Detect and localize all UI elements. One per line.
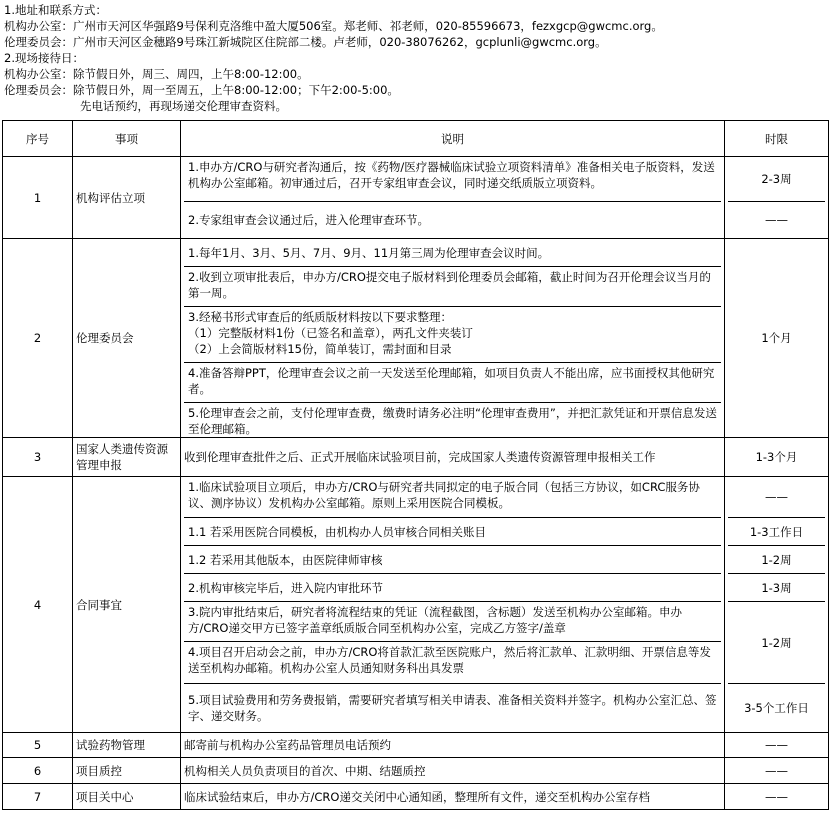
desc-step: 1.临床试验项目立项后，申办方/CRO与研究者共同拟定的电子版合同（包括三方协议，如CRC服务协议、测序协议）发机构办公室邮箱。原则上采用医院合同模板。 [184,477,721,518]
time-value: 2-3周 [728,157,825,202]
table-row [3,758,829,784]
contact-info-block [4,2,826,114]
desc-step: 3.院内审批结束后，研究者将流程结束的凭证（流程截图，含标题）发送至机构办公室邮箱。申办方/CRO递交甲方已签字盖章纸质版合同至机构办公室，完成乙方签字/盖章 [184,602,721,642]
desc-step: 5.项目试验费用和劳务费报销，需要研究者填写相关申请表、准备相关资料并签字。机构办公室汇总、签字、递交财务。 [188,693,717,723]
header-time: 时限 [725,121,829,157]
desc-step: 1.每年1月、3月、5月、7月、9月、11月第三周为伦理审查会议时间。 [184,239,721,267]
desc-step-packaging [184,307,721,363]
row-desc: 临床试验结束后，申办方/CRO递交关闭中心通知函，整理所有文件，递交至机构办公室存档 [181,784,725,810]
row-item: 合同事宜 [73,477,181,733]
row-no: 3 [3,438,73,477]
desc-step: 2.收到立项审批表后，申办方/CRO提交电子版材料到伦理委员会邮箱，截止时间为召开伦理会议当月的第一周。 [184,267,721,307]
row-time [725,477,829,733]
desc-step: 1.1 若采用医院合同模板，由机构办人员审核合同相关账目 [184,518,721,546]
appointment-note: 先电话预约，再现场递交伦理审查资料。 [80,99,287,113]
header-desc: 说明 [181,121,725,157]
section-title-reception: 2.现场接待日： [4,51,84,65]
table-row [3,784,829,810]
desc-step: 1.申办方/CRO与研究者沟通后，按《药物/医疗器械临床试验立项资料清单》准备相关电子版资料，发送机构办公室邮箱。初审通过后，召开专家组审查会议，同时递交纸质版立项资料。 [184,157,721,202]
process-table [2,120,829,810]
desc-step: 4.准备答辩PPT，伦理审查会议之前一天发送至伦理邮箱，如项目负责人不能出席，应书面授权其他研究者。 [184,363,721,403]
header-no: 序号 [3,121,73,157]
row-item: 项目质控 [73,758,181,784]
desc-step: 1.2 若采用其他版本，由医院律师审核 [184,546,721,574]
row-desc: 机构相关人员负责项目的首次、中期、结题质控 [181,758,725,784]
office-hours: 机构办公室：除节假日外，周三、周四，上午8:00-12:00。 [4,67,309,81]
row-desc [181,157,725,239]
row-no: 4 [3,477,73,733]
time-value: 1-3周 [728,574,825,602]
ethics-hours: 伦理委员会：除节假日外，周一至周五，上午8:00-12:00；下午2:00-5:00。 [4,83,399,97]
row-desc [181,477,725,733]
time-value: 3-5个工作日 [744,701,809,715]
row-no: 2 [3,239,73,438]
office-address: 机构办公室：广州市天河区华强路9号保利克洛维中盈大厦506室。郑老师、祁老师，020-85596673，fezxgcp@gwcmc.org。 [4,19,663,33]
row-item: 项目关中心 [73,784,181,810]
row-time: —— [725,784,829,810]
time-value: —— [765,213,788,227]
row-no: 1 [3,157,73,239]
desc-line: （2）上会简版材料15份，简单装订，需封面和目录 [188,342,452,356]
table-row [3,157,829,239]
desc-step: 2.专家组审查会议通过后，进入伦理审查环节。 [188,213,429,227]
table-row [3,733,829,758]
row-time: —— [725,733,829,758]
row-time: 1-3个月 [725,438,829,477]
time-value: —— [728,477,825,518]
row-item: 伦理委员会 [73,239,181,438]
row-item: 国家人类遗传资源管理申报 [73,438,181,477]
desc-line: 3.经秘书形式审查后的纸质版材料按以下要求整理： [188,310,452,324]
row-time [725,157,829,239]
row-no: 6 [3,758,73,784]
table-header-row [3,121,829,157]
section-title-contact: 1.地址和联系方式： [4,3,107,17]
time-value: 1-3工作日 [728,518,825,546]
row-no: 7 [3,784,73,810]
ethics-address: 伦理委员会：广州市天河区金穗路9号珠江新城院区住院部二楼。卢老师，020-38076262，gcplunli@gwcmc.org。 [4,35,607,49]
desc-step: 2.机构审核完毕后，进入院内审批环节 [184,574,721,602]
row-desc [181,239,725,438]
table-row [3,438,829,477]
desc-step: 4.项目召开启动会之前，申办方/CRO将首款汇款至医院账户，然后将汇款单、汇款明细、开票信息等发送至机构办邮箱。机构办公室人员通知财务科出具发票 [184,642,721,684]
row-item: 试验药物管理 [73,733,181,758]
row-time: 1个月 [725,239,829,438]
table-row [3,477,829,733]
time-value: 1-2周 [728,546,825,574]
row-time: —— [725,758,829,784]
desc-line: （1）完整版材料1份（已签名和盖章），两孔文件夹装订 [188,326,473,340]
row-desc: 邮寄前与机构办公室药品管理员电话预约 [181,733,725,758]
header-item: 事项 [73,121,181,157]
table-row [3,239,829,438]
desc-step: 5.伦理审查会之前，支付伦理审查费，缴费时请务必注明“伦理审查费用”，并把汇款凭证和开票信息发送至伦理邮箱。 [188,406,717,436]
time-value: 1-2周 [728,602,825,684]
row-desc: 收到伦理审查批件之后、正式开展临床试验项目前，完成国家人类遗传资源管理申报相关工作 [181,438,725,477]
row-item: 机构评估立项 [73,157,181,239]
row-no: 5 [3,733,73,758]
